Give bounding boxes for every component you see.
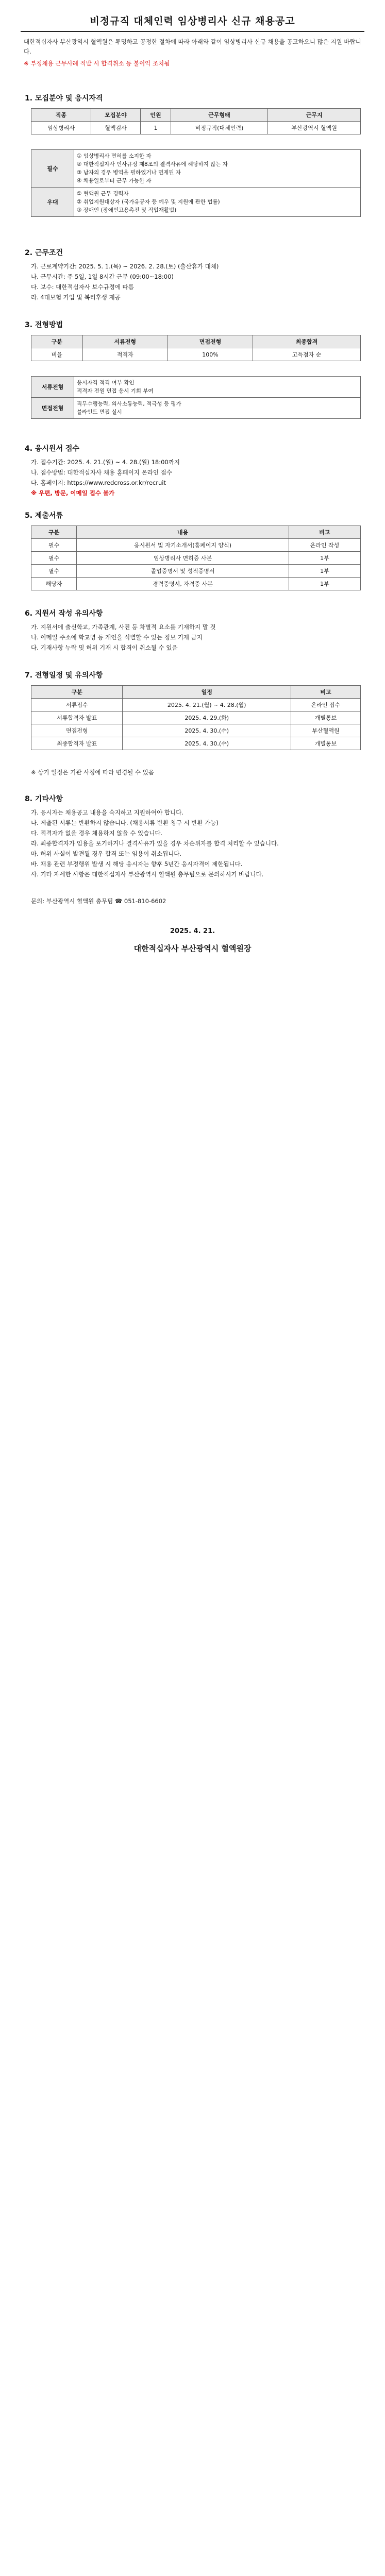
- qual-line: ① 혈액원 근무 경력자: [77, 191, 129, 197]
- intro-block: [24, 37, 361, 69]
- table-cell: 개별통보: [291, 711, 360, 724]
- list-item: 라. 4대보험 가입 및 복리후생 제공: [31, 294, 121, 301]
- table-cell: 필수: [31, 539, 77, 552]
- table-cell: 비율: [31, 348, 83, 361]
- table-header-cell: 근무형태: [171, 109, 268, 122]
- table-cell: 2025. 4. 29.(화): [123, 711, 291, 724]
- table-row: [31, 150, 361, 188]
- table-header-cell: 모집분야: [91, 109, 141, 122]
- qual-content: [74, 188, 361, 217]
- title-divider: [21, 31, 364, 32]
- list-item: 가. 접수기간: 2025. 4. 21.(월) ~ 4. 28.(월) 18:00까지: [31, 459, 180, 466]
- table-row: [31, 188, 361, 217]
- qualification-table: [31, 149, 361, 217]
- qual-content: [74, 150, 361, 188]
- table-cell: 비정규직(대체인력): [171, 122, 268, 134]
- list-item: 나. 이메일 주소에 학교명 등 개인을 식별할 수 있는 정보 기재 금지: [31, 634, 203, 641]
- section-2-title: 2. 근무조건: [25, 249, 63, 257]
- table-cell: 서류합격자 발표: [31, 711, 123, 724]
- table-cell: 임상병리사: [31, 122, 91, 134]
- section-1-title: 1. 모집분야 및 응시자격: [25, 94, 103, 103]
- table-row: [31, 699, 361, 711]
- table-cell: 졸업증명서 및 성적증명서: [77, 565, 289, 578]
- stage-label: 면접전형: [31, 398, 74, 419]
- table-cell: 1부: [289, 552, 360, 565]
- apply-list: [31, 457, 361, 499]
- qual-line: ② 취업지원대상자 (국가유공자 등 예우 및 지원에 관한 법률): [77, 199, 220, 205]
- list-item: 다. 기재사항 누락 및 허위 기재 시 합격이 취소될 수 있음: [31, 644, 178, 651]
- table-row: [31, 578, 361, 590]
- qual-line: ③ 장애인 (장애인고용촉진 및 직업재활법): [77, 207, 177, 213]
- stages-table: [31, 376, 361, 419]
- footer-date: 2025. 4. 21.: [170, 927, 215, 935]
- intro-text: 대한적십자사 부산광역시 혈액원은 투명하고 공정한 절차에 따라 아래와 같이 임상병리사 신규 채용을 공고하오니 많은 지원 바랍니다.: [24, 38, 361, 55]
- section-4-title: 4. 응시원서 접수: [25, 445, 79, 453]
- table-cell: 해당자: [31, 578, 77, 590]
- stage-line: 응시자격 적격 여부 확인: [77, 380, 135, 386]
- table-header-cell: 비고: [291, 686, 360, 699]
- table-cell: 2025. 4. 30.(수): [123, 724, 291, 737]
- table-header-cell: 서류전형: [82, 335, 168, 348]
- list-item: 나. 접수방법: 대한적십자사 채용 홈페이지 온라인 접수: [31, 469, 172, 476]
- section-7-title: 7. 전형일정 및 유의사항: [25, 671, 103, 680]
- table-header-cell: 근무지: [268, 109, 361, 122]
- stage-line: 직무수행능력, 의사소통능력, 적극성 등 평가: [77, 401, 181, 407]
- qual-line: ③ 남자의 경우 병역을 필하였거나 면제된 자: [77, 170, 181, 176]
- docs-table-header: [31, 526, 361, 539]
- table-header-cell: 인원: [141, 109, 171, 122]
- table-cell: 온라인 작성: [289, 539, 360, 552]
- list-item: 마. 허위 사실이 발견될 경우 합격 또는 임용이 취소됩니다.: [31, 850, 182, 857]
- contact-info: 문의: 부산광역시 혈액원 총무팀 ☎ 051-810-6602: [31, 897, 166, 905]
- schedule-note: ※ 상기 일정은 기관 사정에 따라 변경될 수 있음: [31, 769, 154, 776]
- docs-table: [31, 526, 361, 590]
- table-cell: 개별통보: [291, 737, 360, 750]
- list-item: 다. 홈페이지: https://www.redcross.or.kr/recruit: [31, 479, 166, 486]
- intro-warning: ※ 부정채용 근무사례 적발 시 합격취소 등 불이익 조치됨: [24, 60, 170, 67]
- list-item: 가. 응시자는 채용공고 내용을 숙지하고 지원하여야 합니다.: [31, 809, 183, 816]
- table-cell: 필수: [31, 552, 77, 565]
- table-header-cell: 비고: [289, 526, 360, 539]
- table-cell: 서류접수: [31, 699, 123, 711]
- table-cell: 1부: [289, 565, 360, 578]
- table-row: [31, 398, 361, 419]
- table-cell: 고득점자 순: [253, 348, 361, 361]
- stage-label: 서류전형: [31, 377, 74, 398]
- table-cell: 필수: [31, 565, 77, 578]
- qual-label: 우대: [31, 188, 74, 217]
- list-item: 라. 최종합격자가 임용을 포기하거나 결격사유가 있을 경우 차순위자를 합격 처리할 수 있습니다.: [31, 840, 279, 847]
- list-item: 나. 제출된 서류는 반환하지 않습니다. (채용서류 반환 청구 시 반환 가능): [31, 819, 219, 826]
- etc-list: [31, 808, 361, 880]
- qual-line: ① 임상병리사 면허를 소지한 자: [77, 153, 152, 159]
- table-row: [31, 552, 361, 565]
- list-item: 다. 보수: 대한적십자사 보수규정에 따름: [31, 283, 134, 291]
- stage-content: [74, 398, 361, 419]
- table-cell: 임상병리사 면허증 사본: [77, 552, 289, 565]
- process-table: [31, 335, 361, 361]
- stage-line: 블라인드 면접 실시: [77, 409, 122, 415]
- table-cell: 면접전형: [31, 724, 123, 737]
- table-cell: 경력증명서, 자격증 사본: [77, 578, 289, 590]
- list-item: 나. 근무시간: 주 5일, 1일 8시간 근무 (09:00~18:00): [31, 273, 174, 280]
- table-cell: 1부: [289, 578, 360, 590]
- stage-line: 적격자 전원 면접 응시 기회 부여: [77, 388, 154, 394]
- table-row: [31, 539, 361, 552]
- table-header-cell: 일정: [123, 686, 291, 699]
- table-cell: 부산혈액원: [291, 724, 360, 737]
- table-cell: 100%: [168, 348, 253, 361]
- table-row: [31, 348, 361, 361]
- table-cell: 2025. 4. 21.(월) ~ 4. 28.(월): [123, 699, 291, 711]
- list-item: 바. 채용 관련 부정행위 발생 시 해당 응시자는 향후 5년간 응시자격이 제한됩니다.: [31, 860, 243, 868]
- qual-line: ② 대한적십자사 인사규정 제8조의 결격사유에 해당하지 않는 자: [77, 161, 228, 167]
- table-cell: 온라인 접수: [291, 699, 360, 711]
- list-item: 다. 적격자가 없을 경우 채용하지 않을 수 있습니다.: [31, 829, 163, 837]
- qual-line: ④ 채용일로부터 근무 가능한 자: [77, 178, 152, 184]
- section-5-title: 5. 제출서류: [25, 512, 63, 520]
- table-header-cell: 내용: [77, 526, 289, 539]
- apply-warning: ※ 우편, 방문, 이메일 접수 불가: [31, 489, 115, 497]
- recruit-table-header: [31, 109, 361, 122]
- table-cell: 혈액검사: [91, 122, 141, 134]
- table-header-cell: 최종합격: [253, 335, 361, 348]
- schedule-table-header: [31, 686, 361, 699]
- table-header-cell: 구분: [31, 686, 123, 699]
- table-row: [31, 565, 361, 578]
- footer-org: 대한적십자사 부산광역시 혈액원장: [133, 944, 252, 953]
- table-row: [31, 711, 361, 724]
- page-title: 비정규직 대체인력 임상병리사 신규 채용공고: [90, 15, 295, 27]
- table-cell: 최종합격자 발표: [31, 737, 123, 750]
- list-item: 가. 지원서에 출신학교, 가족관계, 사진 등 차별적 요소를 기재하지 말 것: [31, 623, 216, 631]
- table-header-cell: 직종: [31, 109, 91, 122]
- table-row: [31, 377, 361, 398]
- table-row: [31, 122, 361, 134]
- table-header-cell: 면접전형: [168, 335, 253, 348]
- section-3-title: 3. 전형방법: [25, 321, 63, 329]
- recruit-table: [31, 108, 361, 134]
- stage-content: [74, 377, 361, 398]
- table-header-cell: 구분: [31, 335, 83, 348]
- table-cell: 적격자: [82, 348, 168, 361]
- table-cell: 1: [141, 122, 171, 134]
- process-table-header: [31, 335, 361, 348]
- list-item: 사. 기타 자세한 사항은 대한적십자사 부산광역시 혈액원 총무팀으로 문의하시기 바랍니다.: [31, 871, 264, 878]
- table-row: [31, 737, 361, 750]
- table-row: [31, 724, 361, 737]
- table-cell: 부산광역시 혈액원: [268, 122, 361, 134]
- table-cell: 2025. 4. 30.(수): [123, 737, 291, 750]
- section-8-title: 8. 기타사항: [25, 795, 63, 803]
- list-item: 가. 근로계약기간: 2025. 5. 1.(목) ~ 2026. 2. 28.(토) (출산휴가 대체): [31, 263, 219, 270]
- writing-notes-list: [31, 622, 361, 653]
- section-6-title: 6. 지원서 작성 유의사항: [25, 609, 103, 618]
- qual-label: 필수: [31, 150, 74, 188]
- schedule-table: [31, 685, 361, 750]
- table-cell: 응시원서 및 자기소개서(홈페이지 양식): [77, 539, 289, 552]
- table-header-cell: 구분: [31, 526, 77, 539]
- conditions-list: [31, 262, 361, 303]
